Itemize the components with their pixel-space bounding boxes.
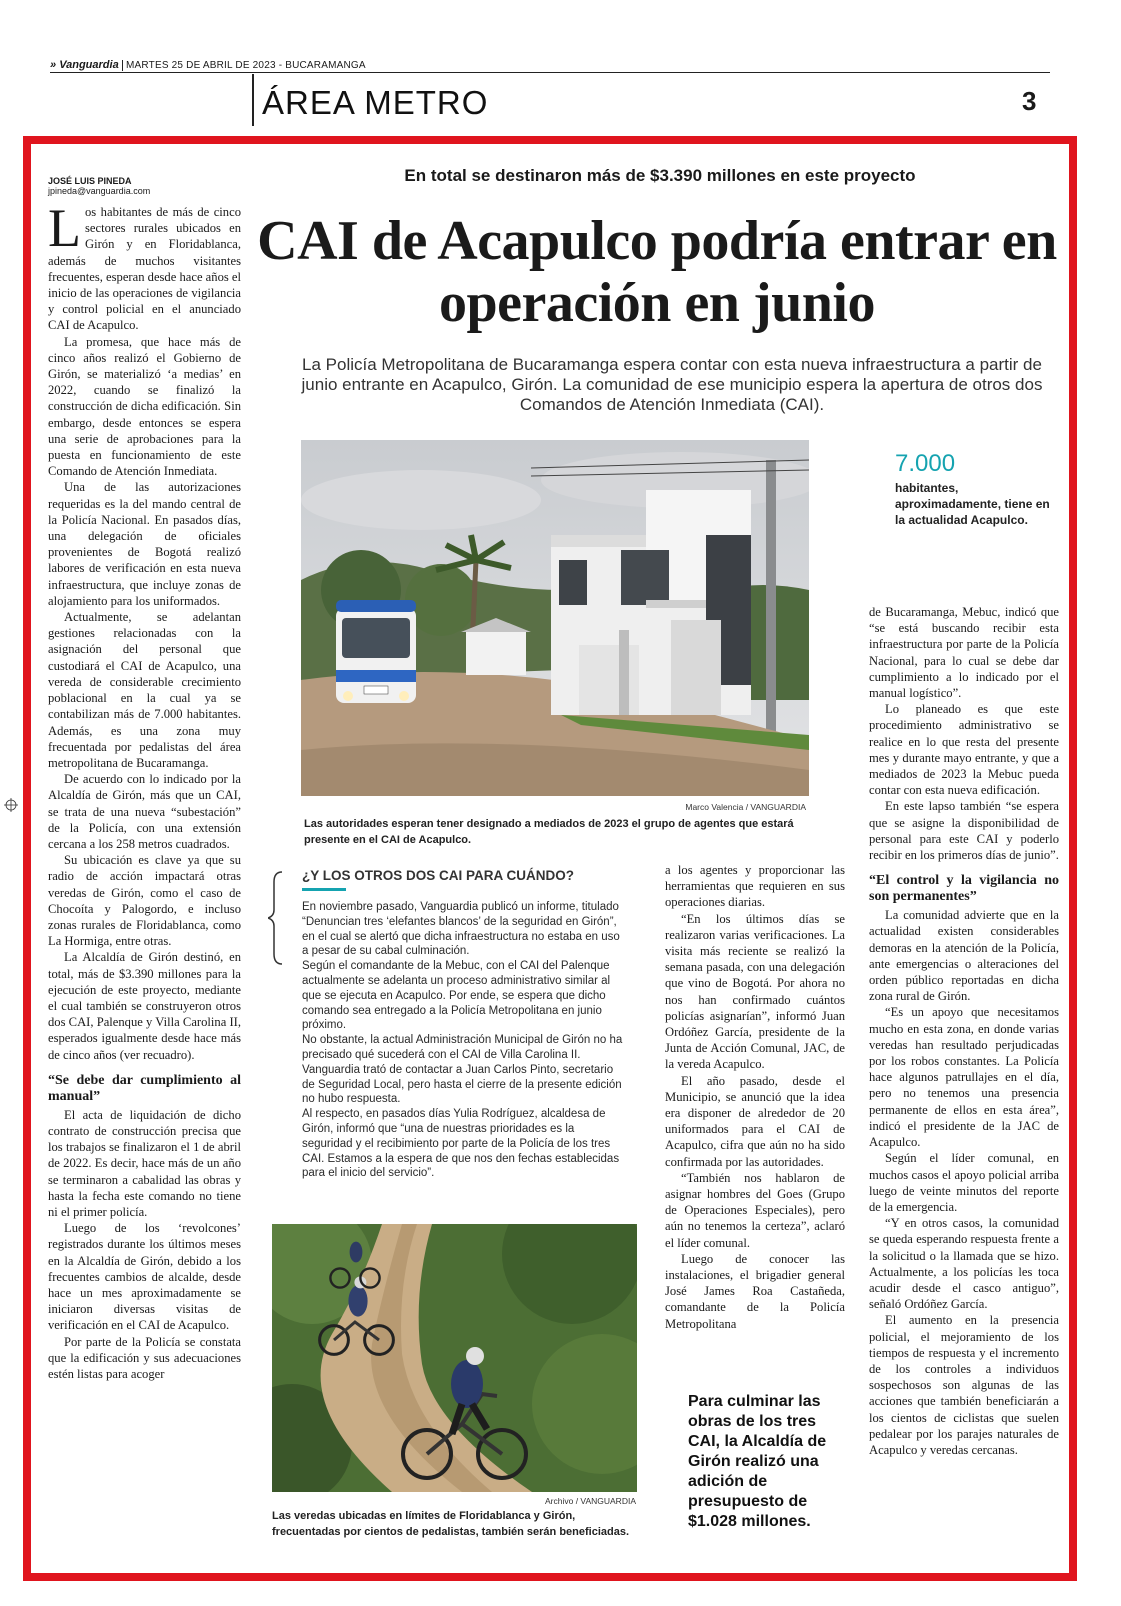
paragraph: La Alcaldía de Girón destinó, en total, más de $3.390 millones para la ejecución de este proyecto, mediante el cual también se construyeron otros dos CAI, Palenque y Villa Carolina II, esperados igualmente desde hace más de cinco años (ver recuadro).	[48, 950, 241, 1062]
paragraph: De acuerdo con lo indicado por la Alcaldía de Girón, más que un CAI, se trata de una nueva “subestación” de la Policía, con una extensión cercana a los 258 metros cuadrados.	[48, 772, 241, 851]
photo-credit: Marco Valencia / VANGUARDIA	[685, 802, 806, 812]
date-line: MARTES 25 DE ABRIL DE 2023 - BUCARAMANGA	[126, 60, 366, 71]
author-name: JOSÉ LUIS PINEDA	[48, 176, 132, 186]
paragraph: Una de las autorizaciones requeridas es la del mando central de la Policía Nacional. En pasados días, una delegación de oficiales provenientes de Bogotá realizó labores de verificación en esta nueva infraestructura, que incluye zonas de alojamiento para los uniformados.	[48, 480, 241, 608]
header-rule	[50, 72, 1050, 73]
drop-cap: L	[48, 198, 81, 258]
paragraph: Según el líder comunal, en muchos casos el apoyo policial arriba luego de veinte minutos del reporte de la emergencia.	[869, 1151, 1059, 1214]
subheading: “Se debe dar cumplimiento al manual”	[48, 1072, 241, 1104]
cyclists-photo	[272, 1224, 637, 1492]
kicker: En total se destinaron más de $3.390 millones en este proyecto	[404, 166, 916, 185]
photo-caption: Las autoridades esperan tener designado a mediados de 2023 el grupo de agentes que estará presente en el CAI de Acapulco.	[304, 818, 794, 846]
paragraph: de Bucaramanga, Mebuc, indicó que “se está buscando recibir esta infraestructura por parte de la Policía Nacional, para lo cual se debe dar cumplimiento a lo indicado por el manual logístico”.	[869, 605, 1059, 701]
sidebar-paragraph: Al respecto, en pasados días Yulia Rodríguez, alcaldesa de Girón, informó que “una de nuestras prioridades es la seguridad y el recibimiento por parte de la Policía de los tres CAI. Estamos a la espera de que nos den fechas establecidas para el inicio del servicio”.	[302, 1108, 620, 1180]
paragraph: Lo planeado es que este procedimiento administrativo se realice en lo que resta del presente mes y durante mayo entrante, y que a mediados de 2023 la Mebuc pueda contar con esta nueva edificación.	[869, 702, 1059, 798]
sidebar-bracket-icon	[268, 870, 292, 966]
sidebar-paragraph: En noviembre pasado, Vanguardia publicó un informe, titulado “Denuncian tres ‘elefantes blancos’ de la seguridad en Girón”, en el cual se alertó que dicha infraestructura no estaba en uso a pesar de su cabal culminación.	[302, 901, 620, 958]
paragraph: El año pasado, desde el Municipio, se anunció que la idea era disponer de alrededor de 20 uniformados para el CAI de Acapulco, cifra que aún no ha sido confirmada por las autoridades.	[665, 1073, 845, 1169]
sidebar-paragraph: Según el comandante de la Mebuc, con el CAI del Palenque actualmente se adelanta un proceso administrativo similar al que se ejecuta en Acapulco. Por ende, se espera que dicho comando sea entregado a la Policía Metropolitana en junio próximo.	[302, 960, 611, 1032]
paragraph: El aumento en la presencia policial, el mejoramiento de los tiempos de respuesta y el incremento de los controles a individuos sospechosos son algunas de las acciones que también beneficiarán a los cientos de ciclistas que suelen pedalear por los parajes naturales de Acapulco y veredas cercanas.	[869, 1313, 1059, 1457]
brand-logo: » Vanguardia	[50, 59, 119, 71]
paragraph: a los agentes y proporcionar las herramientas que requieren en sus operaciones diarias.	[665, 863, 845, 910]
sidebar-body	[302, 900, 624, 1181]
paragraph: Los habitantes de más de cinco sectores rurales ubicados en Girón y en Floridablanca, además de muchos visitantes frecuentes, esperan desde hace años el inicio de las operaciones de vigilancia y control policial en el anunciado CAI de Acapulco.	[48, 198, 242, 333]
section-title: ÁREA METRO	[262, 84, 489, 121]
paragraph: “Y en otros casos, la comunidad se queda esperando respuesta frente a la solicitud o la llamada que se hizo. Actualmente, a los policías les toca acudir desde el casco antiguo”, señaló Ordóñez García.	[869, 1216, 1059, 1312]
paragraph: La promesa, que hace más de cinco años realizó el Gobierno de Girón, se materializó ‘a medias’ en 2022, cuando se finalizó la construcción de dicha edificación. Sin embargo, desde entonces se espera una serie de aprobaciones para la puesta en funcionamiento de este Comando de Atención Inmediata.	[48, 334, 241, 479]
paragraph: Luego de conocer las instalaciones, el brigadier general José James Roa Castañeda, comandante de la Policía Metropolitana	[665, 1251, 845, 1331]
headline: CAI de Acapulco podría entrar en operación en junio	[257, 210, 1057, 334]
paragraph: “También nos hablaron de asignar hombres del Goes (Grupo de Operaciones Especiales), pero aún no tenemos la certeza”, aclaró el líder comunal.	[665, 1170, 845, 1250]
sidebar-accent-rule	[302, 888, 346, 891]
body-column-4	[869, 604, 1059, 1458]
body-column-1	[48, 198, 242, 1382]
registration-mark-icon	[4, 798, 18, 812]
paragraph: En este lapso también “se espera que se asigne la disponibilidad de personal para este CAI y poderlo recibir en los primeros días de junio”.	[869, 799, 1059, 863]
sidebar-title: ¿Y LOS OTROS DOS CAI PARA CUÁNDO?	[302, 868, 575, 883]
deck: La Policía Metropolitana de Bucaramanga espera contar con esta nueva infraestructura a partir de junio entrante en Acapulco, Girón. La comunidad de ese municipio espera la apertura de otros dos Comandos de Atención Inmediata (CAI).	[301, 355, 1043, 414]
author-email[interactable]: jpineda@vanguardia.com	[48, 186, 151, 196]
paragraph: Luego de los ‘revolcones’ registrados durante los últimos meses en la Alcaldía de Girón, debido a los frecuentes cambios de alcalde, desde hace un mes aproximadamente se iniciaron diversas visitas de verificación en el CAI de Acapulco.	[48, 1221, 241, 1333]
page-number: 3	[1022, 86, 1037, 116]
stat-number: 7.000	[895, 450, 956, 477]
photo-credit: Archivo / VANGUARDIA	[544, 1496, 636, 1506]
pull-quote: Para culminar las obras de los tres CAI, la Alcaldía de Girón realizó una adición de presupuesto de $1.028 millones.	[688, 1393, 827, 1530]
cai-building-photo	[301, 440, 809, 796]
paragraph: Por parte de la Policía se constata que la edificación y sus adecuaciones estén listas para acoger	[48, 1334, 241, 1382]
paragraph: “En los últimos días se realizaron varias verificaciones. La visita más reciente se realizó la semana pasada, con una delegación que vino de Bogotá. Por ahora no nos han confirmado cuántos policías asignarían”, informó Juan Ordóñez García, presidente de la Junta de Acción Comunal, JAC, de la vereda Acapulco.	[665, 911, 845, 1072]
header-separator	[122, 60, 123, 71]
section-divider	[252, 74, 254, 126]
paragraph: “Es un apoyo que necesitamos mucho en esta zona, en donde varias veredas han resultado perjudicadas por los robos constantes. La Policía hace algunos patrullajes en el día, pero no tenemos una presencia permanente de ellos en esta área”, indicó el presidente de la JAC de Acapulco.	[869, 1005, 1059, 1150]
photo-caption: Las veredas ubicadas en límites de Floridablanca y Girón, frecuentadas por cientos de pedalistas, también serán beneficiadas.	[272, 1510, 630, 1538]
stat-text: habitantes, aproximadamente, tiene en la actualidad Acapulco.	[895, 481, 1050, 527]
subheading: “El control y la vigilancia no son permanentes”	[869, 873, 1059, 905]
paragraph: El acta de liquidación de dicho contrato de construcción precisa que los trabajos se finalizaron el 1 de abril de 2022. Es decir, hace más de un año se terminaron a cabalidad las obras y hasta la fecha este comando no tiene ni el primer policía.	[48, 1107, 241, 1219]
sidebar-paragraph: No obstante, la actual Administración Municipal de Girón no ha precisado qué sucederá con el CAI de Villa Carolina II. Vanguardia trató de contactar a Juan Carlos Pinto, secretario de Seguridad Local, pero hasta el cierre de la presente edición no hubo respuesta.	[302, 1034, 623, 1106]
paragraph: La comunidad advierte que en la actualidad existen considerables demoras en la atención de la Policía, ante emergencias o alteraciones del orden público reportadas en dicha zona rural de Girón.	[869, 908, 1059, 1004]
paragraph: Su ubicación es clave ya que su radio de acción impactará otras veredas de Girón, como el caso de Chocoíta y Palogordo, e incluso zonas rurales de Floridablanca, como La Hormiga, entre otras.	[48, 853, 241, 949]
byline	[48, 176, 248, 196]
body-column-3	[665, 862, 845, 1332]
paragraph: Actualmente, se adelantan gestiones relacionadas con la asignación del personal que custodiará el CAI de Acapulco, una vereda de considerable crecimiento poblacional en la cual ya se contabilizan más de 7.000 habitantes. Además, es una zona muy frecuentada por pedalistas del área metropolitana de Bucaramanga.	[48, 610, 241, 770]
